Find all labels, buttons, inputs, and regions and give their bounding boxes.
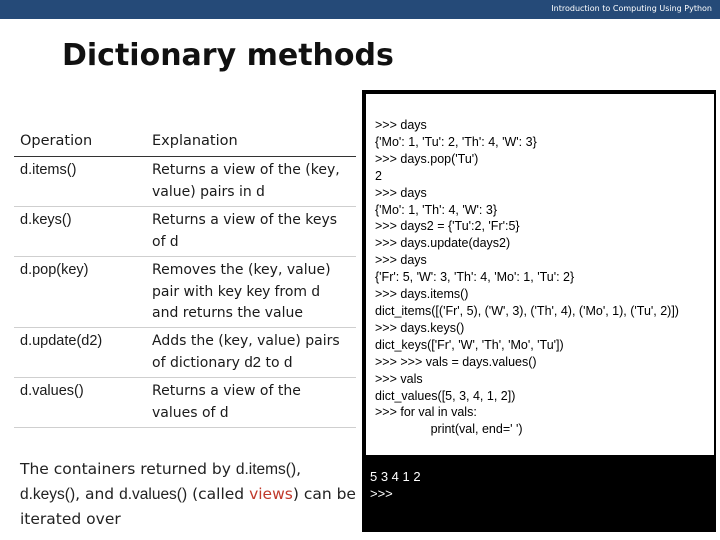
- table-row: [14, 257, 356, 328]
- explanation-text: Returns a view of the values of: [152, 383, 301, 421]
- explanation-text: from: [270, 284, 312, 300]
- note-code: d.keys(): [20, 486, 76, 503]
- shell-line: dict_values([5, 3, 4, 1, 2]): [375, 388, 516, 403]
- note-accent: views: [249, 485, 293, 503]
- column-header-explanation: Explanation: [146, 127, 356, 157]
- shell-transcript: [366, 94, 714, 455]
- explanation-code: d: [283, 354, 293, 371]
- note-text: (called: [187, 485, 250, 503]
- explanation-text: Returns a view of the (key, value) pairs in: [152, 162, 340, 200]
- explanation-cell: [146, 378, 356, 428]
- table-row: [14, 378, 356, 428]
- explanation-text: to: [261, 355, 284, 371]
- shell-output: [370, 468, 421, 502]
- shell-line: {'Fr': 5, 'W': 3, 'Th': 4, 'Mo': 1, 'Tu': 2}: [375, 270, 575, 285]
- shell-line: >>> days.update(days2): [375, 236, 511, 251]
- explanation-code: d: [311, 283, 320, 300]
- explanation-cell: [146, 157, 356, 207]
- explanation-cell: [146, 328, 356, 378]
- shell-line: >>> for val in vals:: [375, 405, 477, 420]
- operation-cell: d.items(): [14, 157, 146, 207]
- operation-cell: d.values(): [14, 378, 146, 428]
- explanation-text: Adds the (key, value) pairs of dictionary: [152, 333, 340, 371]
- shell-output-line: 5 3 4 1 2: [370, 469, 421, 484]
- explanation-text: and returns the value: [152, 305, 304, 321]
- shell-line: print(val, end=' '): [375, 422, 523, 437]
- note-text: ) can be iterated over: [20, 485, 356, 528]
- explanation-code: d2: [244, 354, 261, 371]
- shell-line: >>> days: [375, 185, 427, 200]
- shell-line: 2: [375, 168, 382, 183]
- course-title: Introduction to Computing Using Python: [551, 4, 712, 13]
- operation-cell: d.update(d2): [14, 328, 146, 378]
- explanation-code: d: [169, 233, 179, 250]
- explanation-text: Returns a view of the keys of: [152, 212, 338, 250]
- shell-line: >>> days: [375, 118, 427, 132]
- shell-line: >>> vals: [375, 371, 423, 386]
- shell-line: >>> days.keys(): [375, 320, 465, 335]
- table-row: [14, 157, 356, 207]
- table-row: [14, 207, 356, 257]
- python-shell-panel: [362, 90, 716, 532]
- note-text: The containers returned by: [20, 460, 236, 478]
- operation-cell: d.keys(): [14, 207, 146, 257]
- operation-cell: d.pop(key): [14, 257, 146, 328]
- explanation-text: Removes the (key, value) pair with key: [152, 262, 331, 300]
- shell-line: {'Mo': 1, 'Th': 4, 'W': 3}: [375, 202, 498, 217]
- note-code: d.items(): [235, 461, 297, 478]
- methods-table: [14, 127, 356, 428]
- table-header-row: [14, 127, 356, 157]
- explanation-cell: [146, 257, 356, 328]
- views-note: [20, 457, 365, 531]
- explanation-cell: [146, 207, 356, 257]
- header-bar: [0, 0, 720, 19]
- shell-line: >>> days: [375, 253, 427, 268]
- explanation-code: d: [256, 183, 265, 200]
- slide-title: Dictionary methods: [62, 38, 394, 73]
- note-text: ,: [296, 460, 302, 478]
- shell-line: {'Mo': 1, 'Tu': 2, 'Th': 4, 'W': 3}: [375, 134, 537, 149]
- shell-line: >>> days2 = {'Tu':2, 'Fr':5}: [375, 219, 520, 234]
- shell-line: >>> days.items(): [375, 287, 469, 302]
- shell-prompt: >>>: [370, 486, 393, 501]
- explanation-code: d: [219, 404, 229, 421]
- shell-line: >>> >>> vals = days.values(): [375, 354, 537, 369]
- shell-line: dict_items([('Fr', 5), ('W', 3), ('Th', 4), ('Mo', 1), ('Tu', 2)]): [375, 303, 679, 318]
- shell-line: >>> days.pop('Tu'): [375, 151, 479, 166]
- note-text: , and: [75, 485, 120, 503]
- explanation-code: key: [246, 283, 271, 300]
- column-header-operation: Operation: [14, 127, 146, 157]
- table-row: [14, 328, 356, 378]
- shell-line: dict_keys(['Fr', 'W', 'Th', 'Mo', 'Tu']): [375, 337, 564, 352]
- note-code: d.values(): [119, 486, 188, 503]
